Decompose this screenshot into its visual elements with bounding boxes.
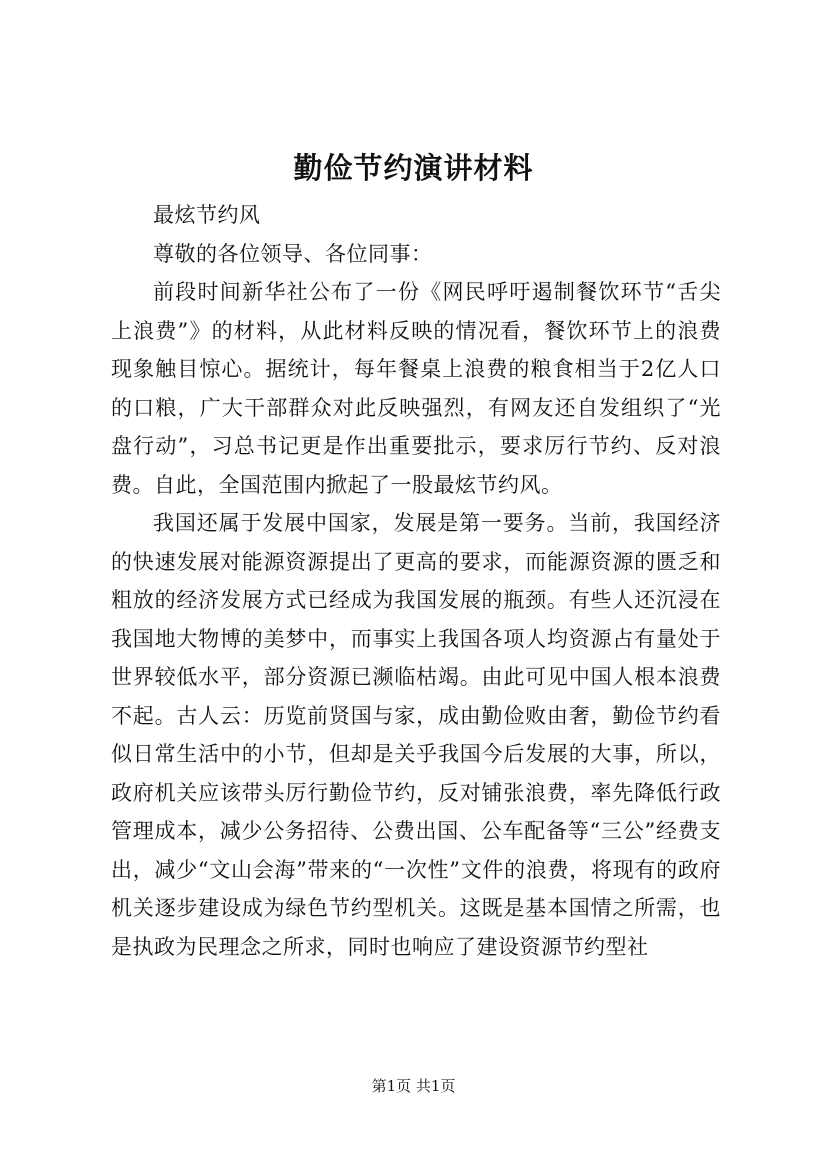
paragraph-salutation: 尊敬的各位领导、各位同事： xyxy=(153,241,433,266)
document-title: 勤俭节约演讲材料 xyxy=(293,151,534,185)
paragraph-subtitle: 最炫节约风 xyxy=(153,203,261,227)
paragraph-1: 前段时间新华社公布了一份《网民呼吁遏制餐饮环节“舌尖上浪费”》的材料，从此材料反映的情况看，餐饮环节上的浪费现象触目惊心。据统计，每年餐桌上浪费的粮食相当于2亿人口的口粮，广大干部群众对此反映强烈，有网友还自发组织了“光盘行动”，习总书记更是作出重要批示，要求厉行节约、反对浪费。自此，全国范围内掀起了一股最炫节约风。 xyxy=(111,280,721,497)
paragraph-2: 我国还属于发展中国家，发展是第一要务。当前，我国经济的快速发展对能源资源提出了更高的要求，而能源资源的匮乏和粗放的经济发展方式已经成为我国发展的瓶颈。有些人还沉浸在我国地大物博的美梦中，而事实上我国各项人均资源占有量处于世界较低水平，部分资源已濒临枯竭。由此可见中国人根本浪费不起。古人云：历览前贤国与家，成由勤俭败由奢，勤俭节约看似日常生活中的小节，但却是关乎我国今后发展的大事，所以，政府机关应该带头厉行勤俭节约，反对铺张浪费，率先降低行政管理成本，减少公务招待、公费出国、公车配备等“三公”经费支出，减少“文山会海”带来的“一次性”文件的浪费，将现有的政府机关逐步建设成为绿色节约型机关。这既是基本国情之所需，也是执政为民理念之所求，同时也响应了建设资源节约型社 xyxy=(111,511,721,959)
document-body xyxy=(111,196,721,966)
page-footer: 第1页 共1页 xyxy=(371,1077,456,1095)
